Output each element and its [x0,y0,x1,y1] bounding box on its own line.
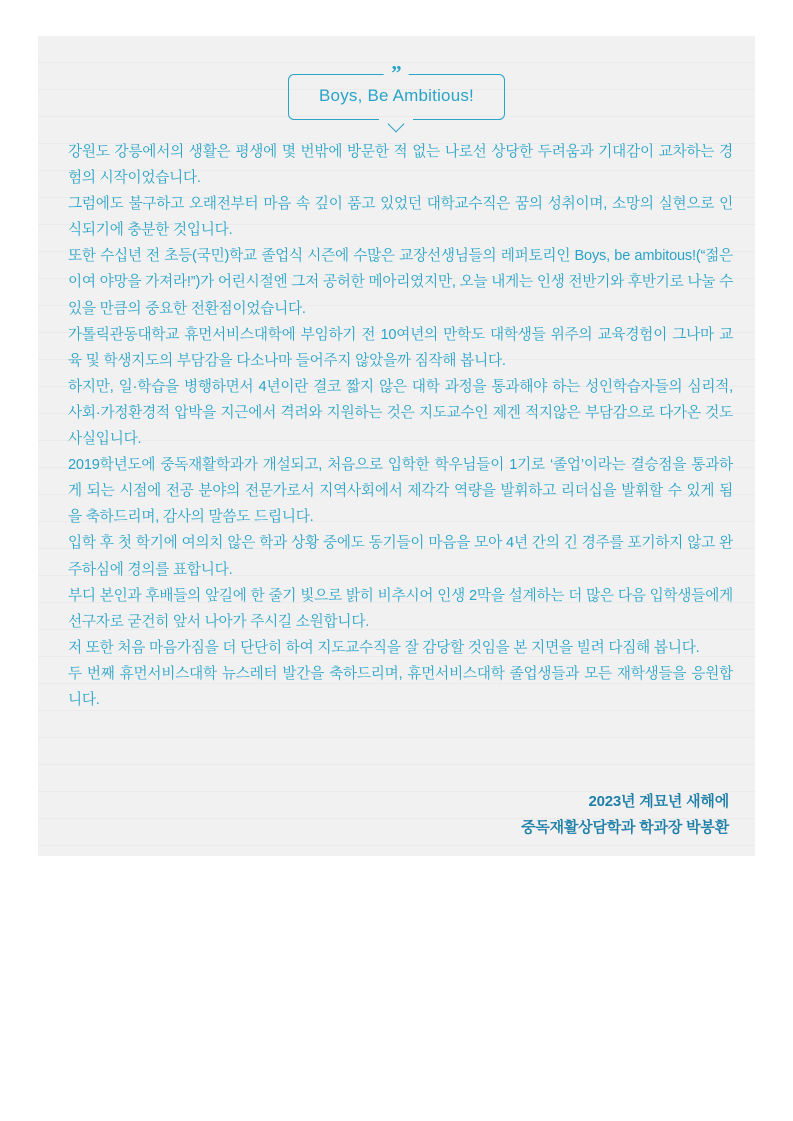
paragraph: 두 번째 휴먼서비스대학 뉴스레터 발간을 축하드리며, 휴먼서비스대학 졸업생들과 모든 재학생들을 응원합니다. [68,665,733,708]
quote-mark-icon: ” [384,64,409,82]
paragraph: 가톨릭관동대학교 휴먼서비스대학에 부임하기 전 10여년의 만학도 대학생들 위주의 교육경험이 그나마 교육 및 학생지도의 부담감을 다소나마 들어주지 않았을까 짐작해 봅니다. [68,326,733,369]
banner-container [38,61,755,120]
signature-author: 중독재활상담학과 학과장 박봉환 [521,819,729,837]
banner-text: Boys, Be Ambitious! [319,86,474,105]
paragraph: 저 또한 처음 마음가짐을 더 단단히 하여 지도교수직을 잘 감당할 것임을 본 지면을 빌려 다짐해 봅니다. [68,639,700,656]
paragraph: 2019학년도에 중독재활학과가 개설되고, 처음으로 입학한 학우님들이 1기로 ‘졸업’이라는 결승점을 통과하게 되는 시점에 전공 분야의 전문가로서 지역사회에서 제각각 역량을 발휘하고 리더십을 발휘할 수 있게 됨을 축하드리며, 감사의 말씀도 드립니다. [68,457,733,526]
paragraph: 또한 수십년 전 초등(국민)학교 졸업식 시즌에 수많은 교장선생님들의 레퍼토리인 Boys, be ambitous!(“젊은이여 야망을 가져라!”)가 어린시절엔 그저 공허한 메아리였지만, 오늘 내게는 인생 전반기와 후반기로 나눌 수 있을 만큼의 중요한 전환점이었습니다. [68,248,733,317]
banner-tail-icon [379,119,413,128]
signature-date: 2023년 계묘년 새해에 [588,793,729,810]
paragraph: 부디 본인과 후배들의 앞길에 한 줄기 빛으로 밝히 비추시어 인생 2막을 설계하는 더 많은 다음 입학생들에게 선구자로 굳건히 앞서 나아가 주시길 소원합니다. [68,587,733,630]
signature-block [69,789,729,841]
paragraph: 입학 후 첫 학기에 여의치 않은 학과 상황 중에도 동기들이 마음을 모아 4년 간의 긴 경주를 포기하지 않고 완주하심에 경의를 표합니다. [68,535,733,578]
paragraph: 그럼에도 불구하고 오래전부터 마음 속 깊이 품고 있었던 대학교수직은 꿈의 성취이며, 소망의 실현으로 인식되기에 충분한 것입니다. [68,196,733,239]
letter-body [68,139,733,713]
content-panel [38,36,755,856]
paragraph: 강원도 강릉에서의 생활은 평생에 몇 번밖에 방문한 적 없는 나로선 상당한 두려움과 기대감이 교차하는 경험의 시작이었습니다. [68,144,733,187]
quote-banner [288,61,505,120]
paragraph: 하지만, 일·학습을 병행하면서 4년이란 결코 짧지 않은 대학 과정을 통과해야 하는 성인학습자들의 심리적, 사회·가정환경적 압박을 지근에서 격려와 지원하는 것은 지도교수인 제겐 적지않은 부담감으로 다가온 것도 사실입니다. [68,378,733,448]
